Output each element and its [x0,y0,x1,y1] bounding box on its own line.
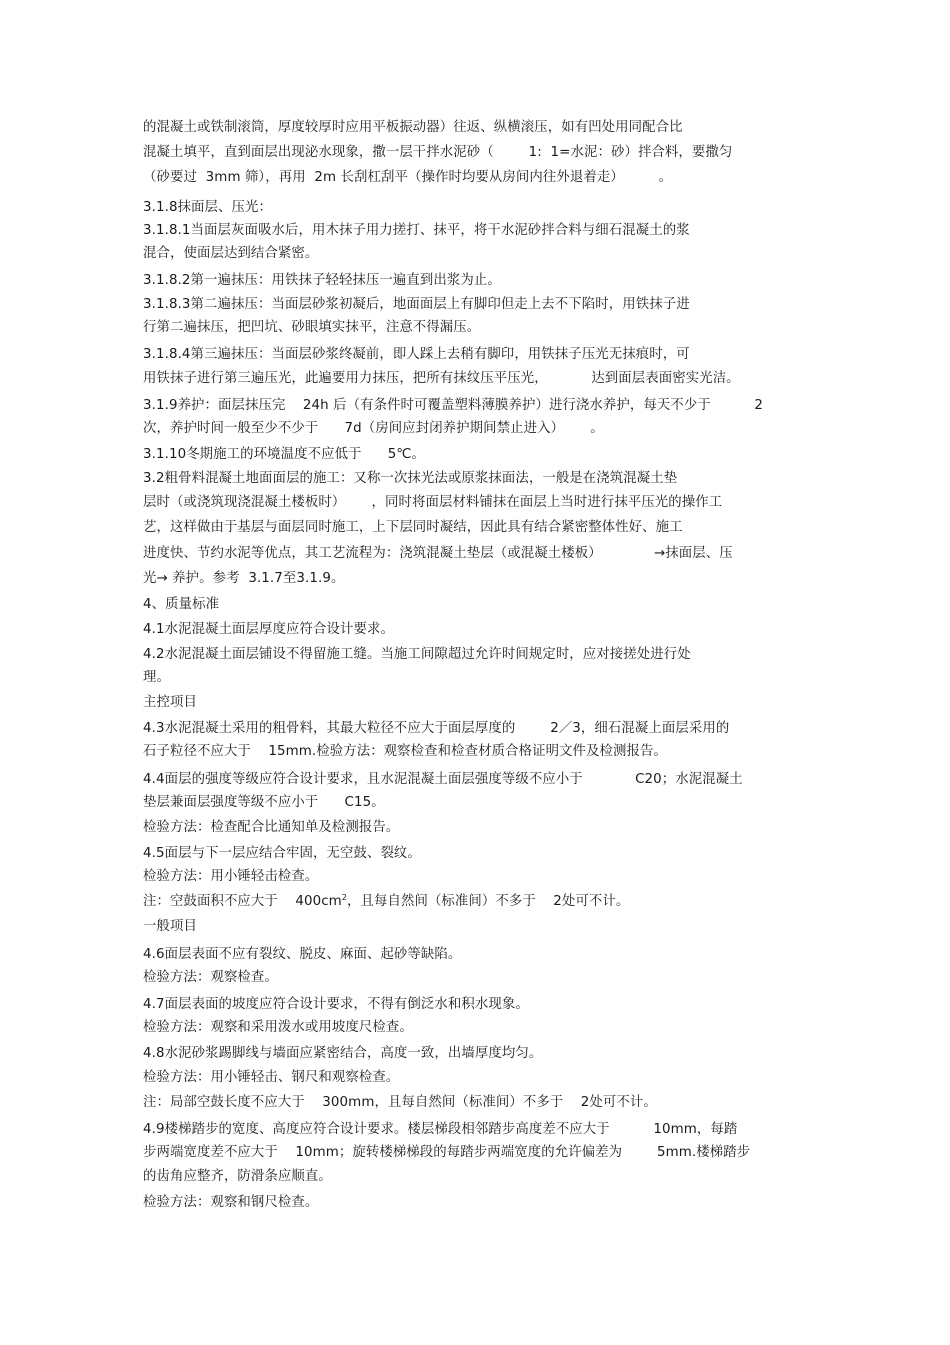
text-line: 检验方法：用小锤轻击、钢尺和观察检查。 [143,1070,400,1085]
text-line: 注：局部空鼓长度不应大于 300mm，且每自然间（标准间）不多于 2处可不计。 [143,1095,657,1110]
text-line: 石子粒径不应大于 15mm.检验方法：观察检查和检查材质合格证明文件及检测报告。 [143,744,667,759]
text-line: 次，养护时间一般至少不少于 7d（房间应封闭养护期间禁止进入） 。 [143,421,604,436]
superscript: 2 [341,893,347,902]
text-line: 3.2粗骨料混凝土地面面层的施工：又称一次抹光法或原浆抹面法，一般是在浇筑混凝土垫 [143,471,678,486]
section-heading: 3.1.8抹面层、压光： [143,200,273,215]
text-line: 4.3水泥混凝土采用的粗骨料，其最大粒径不应大于面层厚度的 2／3，细石混凝上面层采用的 [143,721,730,736]
text-line: 进度快、节约水泥等优点，其工艺流程为：浇筑混凝土垫层（或混凝土楼板） →抹面层、压 [143,546,733,561]
text-line: 4.7面层表面的坡度应符合设计要求，不得有倒泛水和积水现象。 [143,997,529,1012]
text-line: 3.1.8.1当面层灰面吸水后，用木抹子用力搓打、抹平，将干水泥砂拌合料与细石混凝土的浆 [143,223,690,238]
text-line: 3.1.8.3第二遍抹压：当面层砂浆初凝后，地面面层上有脚印但走上去不下陷时，用铁抹子进 [143,297,690,312]
text-line: 混凝土填平，直到面层出现泌水现象，撒一层干拌水泥砂（ 1: 1=水泥：砂）拌合料，要撒匀 [143,145,733,160]
text-line: 3.1.9养护：面层抹压完 24h 后（有条件时可覆盖塑料薄膜养护）进行浇水养护，每天不少于 2 [143,398,764,413]
text-line: 4.5面层与下一层应结合牢固，无空鼓、裂纹。 [143,846,421,861]
text-line: 3.1.8.2第一遍抹压：用铁抹子轻轻抹压一遍直到出浆为止。 [143,273,501,288]
text-line: 用铁抹子进行第三遍压光，此遍要用力抹压，把所有抹纹压平压光， 达到面层表面密实光洁。 [143,371,740,386]
section-heading: 主控项目 [143,695,197,710]
text-line: 的齿角应整齐，防滑条应顺直。 [143,1169,332,1184]
text-line: 4.1水泥混凝土面层厚度应符合设计要求。 [143,622,394,637]
section-heading: 一般项目 [143,919,197,934]
text-line: 垫层兼面层强度等级不应小于 C15。 [143,795,385,810]
note-tail: ，且每自然间（标准间）不多于 2处可不计。 [347,894,630,909]
section-heading: 4、质量标准 [143,597,220,612]
text-line: 4.6面层表面不应有裂纹、脱皮、麻面、起砂等缺陷。 [143,947,462,962]
text-line: 3.1.10冬期施工的环境温度不应低于 5℃。 [143,447,425,462]
text-line: 4.4面层的强度等级应符合设计要求，且水泥混凝土面层强度等级不应小于 C20；水泥混凝土 [143,772,743,787]
text-line: 4.2水泥混凝土面层铺设不得留施工缝。当施工间隙超过允许时间规定时，应对接搓处进行处 [143,647,691,662]
text-line: 检验方法：观察和采用泼水或用坡度尺检查。 [143,1020,413,1035]
note-text: 注：空鼓面积不应大于 400cm [143,894,342,909]
text-line: 行第二遍抹压，把凹坑、砂眼填实抹平，注意不得漏压。 [143,320,481,335]
text-line: 4.9楼梯踏步的宽度、高度应符合设计要求。楼层梯段相邻踏步高度差不应大于 10mm，每踏 [143,1122,738,1137]
text-line: 3.1.8.4第三遍抹压：当面层砂浆终凝前，即人踩上去稍有脚印，用铁抹子压光无抹痕时，可 [143,347,690,362]
text-line: 步两端宽度差不应大于 10mm；旋转楼梯梯段的每踏步两端宽度的允许偏差为 5mm.楼梯踏步 [143,1145,751,1160]
text-line: （砂要过 3mm 筛），再用 2m 长刮杠刮平（操作时均要从房间内往外退着走） 。 [143,170,673,185]
text-line: 层时（或浇筑现浇混凝土楼板时） ，同时将面层材料铺抹在面层上当时进行抹平压光的操作工 [143,495,723,510]
text-line: 检验方法：用小锤轻击检查。 [143,869,319,884]
text-line: 艺，这样做由于基层与面层同时施工，上下层同时凝结，因此具有结合紧密整体性好、施工 [143,520,683,535]
text-line: 检验方法：观察检查。 [143,970,278,985]
text-line: 4.8水泥砂浆踢脚线与墙面应紧密结合，高度一致，出墙厚度均匀。 [143,1046,543,1061]
text-line: 检验方法：检查配合比通知单及检测报告。 [143,820,400,835]
text-line: 混合，使面层达到结合紧密。 [143,246,319,261]
text-line: 的混凝土或铁制滚筒，厚度较厚时应用平板振动器）往返、纵横滚压，如有凹处用同配合比 [143,120,683,135]
text-line: 检验方法：观察和钢尺检查。 [143,1195,319,1210]
text-line: 光→ 养护。参考 3.1.7至3.1.9。 [143,571,345,586]
text-line: 理。 [143,670,170,685]
note-line [143,893,629,911]
